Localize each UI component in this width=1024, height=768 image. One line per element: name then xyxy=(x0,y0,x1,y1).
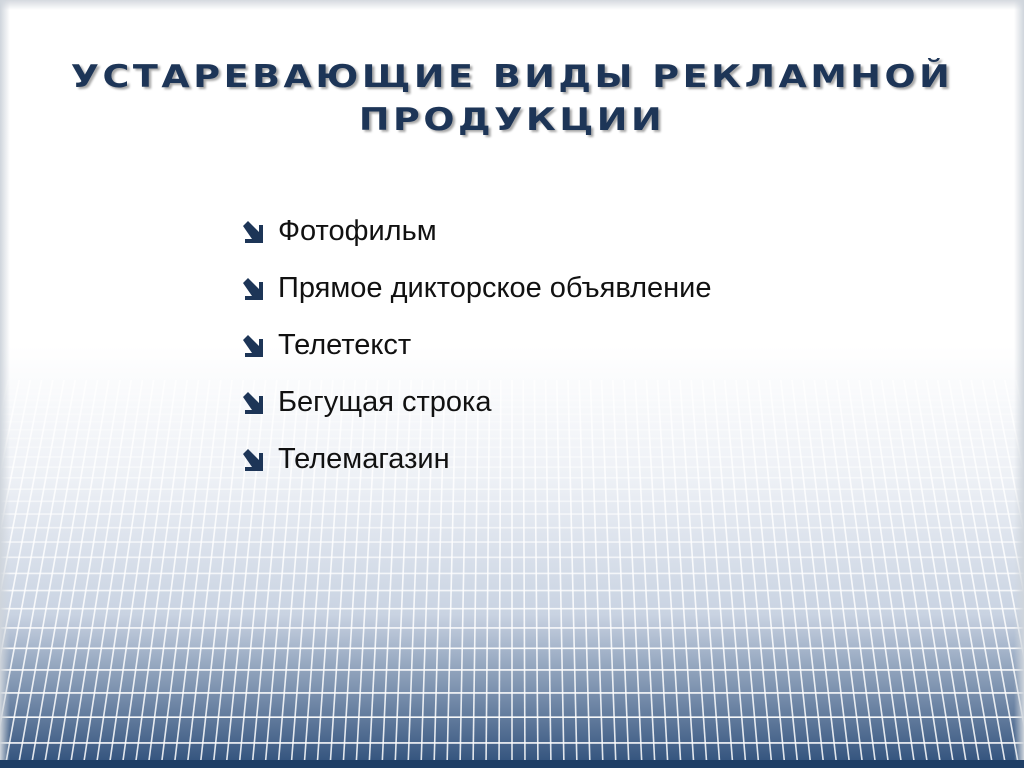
bullet-item xyxy=(240,374,712,431)
bullet-item xyxy=(240,317,712,374)
slide-frame-top xyxy=(0,0,1024,10)
slide-title-line-1: УСТАРЕВАЮЩИЕ ВИДЫ РЕКЛАМНОЙ xyxy=(70,59,954,95)
slide-frame-bottom xyxy=(0,760,1024,768)
bullet-item xyxy=(240,260,712,317)
bullet-label: Телетекст xyxy=(278,329,412,361)
bullet-list xyxy=(240,203,712,488)
arrow-down-right-icon xyxy=(240,334,264,358)
arrow-down-right-icon xyxy=(240,220,264,244)
bullet-label: Прямое дикторское объявление xyxy=(278,272,712,304)
bullet-item xyxy=(240,203,712,260)
arrow-down-right-icon xyxy=(240,391,264,415)
slide-title xyxy=(0,56,1024,142)
arrow-down-right-icon xyxy=(240,277,264,301)
bullet-label: Фотофильм xyxy=(278,215,437,247)
bullet-label: Телемагазин xyxy=(278,443,450,475)
bullet-label: Бегущая строка xyxy=(278,386,492,418)
arrow-down-right-icon xyxy=(240,448,264,472)
slide-title-line-2: ПРОДУКЦИИ xyxy=(358,102,666,138)
bullet-item xyxy=(240,431,712,488)
